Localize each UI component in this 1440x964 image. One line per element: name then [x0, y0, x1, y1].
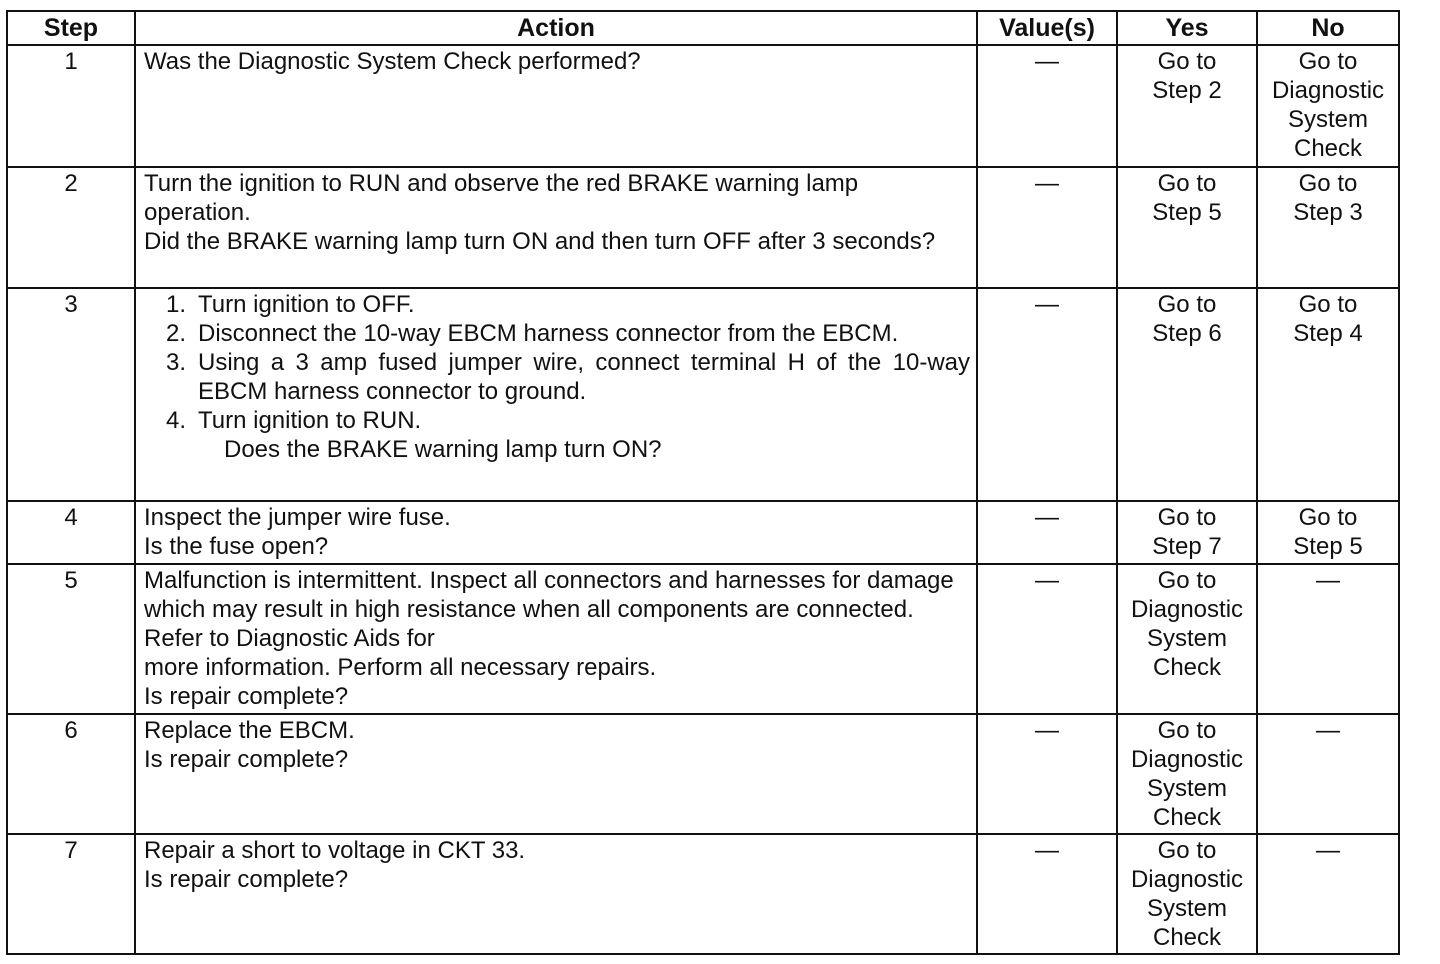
yes-cell — [1117, 288, 1257, 501]
table-row — [7, 45, 1399, 167]
value-cell: — — [977, 288, 1117, 501]
no-cell — [1257, 167, 1399, 288]
yes-text: Go to — [1157, 291, 1217, 318]
table-row — [7, 501, 1399, 564]
sub-step-text: Using a 3 amp fused jumper wire, connect terminal H of the 10-way EBCM harness connector to ground. — [198, 349, 970, 405]
yes-cell — [1117, 714, 1257, 834]
no-text: System — [1287, 106, 1368, 133]
no-text: Go to — [1298, 504, 1358, 531]
action-cell — [135, 167, 977, 288]
sub-step-number: 1. — [166, 291, 187, 318]
yes-text: Step 6 — [1152, 320, 1222, 347]
header-yes: Yes — [1117, 11, 1257, 45]
step-number: 3 — [7, 288, 135, 501]
no-cell: — — [1257, 834, 1399, 954]
header-no: No — [1257, 11, 1399, 45]
action-text: Is repair complete? — [144, 866, 349, 893]
step-number: 7 — [7, 834, 135, 954]
yes-text: Diagnostic — [1130, 746, 1244, 773]
sub-step — [166, 348, 970, 406]
value-cell: — — [977, 45, 1117, 167]
yes-cell — [1117, 834, 1257, 954]
yes-text: Diagnostic — [1130, 596, 1244, 623]
value-cell: — — [977, 714, 1117, 834]
action-text: Turn the ignition to RUN and observe the red BRAKE warning lamp operation. — [144, 170, 859, 226]
sub-step — [166, 406, 970, 435]
yes-text: Go to — [1157, 504, 1217, 531]
step-number: 2 — [7, 167, 135, 288]
action-text: more information. Perform all necessary repairs. — [144, 654, 657, 681]
no-text: Diagnostic — [1271, 77, 1385, 104]
table-row — [7, 288, 1399, 501]
yes-text: Go to — [1157, 48, 1217, 75]
sub-step-number: 2. — [166, 320, 187, 347]
no-cell — [1257, 288, 1399, 501]
action-cell — [135, 45, 977, 167]
yes-text: Step 5 — [1152, 199, 1222, 226]
diagnostic-table-sheet — [6, 10, 1398, 955]
no-text: Go to — [1298, 291, 1358, 318]
action-cell — [135, 834, 977, 954]
no-cell: — — [1257, 714, 1399, 834]
yes-text: Check — [1152, 804, 1222, 831]
action-text: Is repair complete? — [144, 683, 349, 710]
yes-cell — [1117, 167, 1257, 288]
table-row — [7, 834, 1399, 954]
yes-text: Go to — [1157, 717, 1217, 744]
step-number: 1 — [7, 45, 135, 167]
yes-text: Go to — [1157, 837, 1217, 864]
sub-step-text: Turn ignition to OFF. — [198, 291, 415, 318]
action-text: Repair a short to voltage in CKT 33. — [144, 837, 526, 864]
sub-step — [166, 319, 970, 348]
no-cell: — — [1257, 564, 1399, 714]
value-cell: — — [977, 167, 1117, 288]
no-cell — [1257, 501, 1399, 564]
yes-text: System — [1146, 775, 1227, 802]
no-text: Go to — [1298, 48, 1358, 75]
step-number: 5 — [7, 564, 135, 714]
sub-step-number: 3. — [166, 349, 187, 376]
action-cell — [135, 564, 977, 714]
header-values: Value(s) — [977, 11, 1117, 45]
yes-text: Check — [1152, 924, 1222, 951]
value-cell: — — [977, 564, 1117, 714]
no-text: Go to — [1298, 170, 1358, 197]
action-text: Replace the EBCM. — [144, 717, 355, 744]
action-question: Does the BRAKE warning lamp turn ON? — [224, 436, 662, 463]
step-number: 4 — [7, 501, 135, 564]
action-text: Is repair complete? — [144, 746, 349, 773]
yes-cell — [1117, 501, 1257, 564]
no-cell — [1257, 45, 1399, 167]
action-text: Did the BRAKE warning lamp turn ON and then turn OFF after 3 seconds? — [144, 228, 936, 255]
no-text: Check — [1293, 135, 1363, 162]
step-number: 6 — [7, 714, 135, 834]
table-row — [7, 564, 1399, 714]
action-text: Is the fuse open? — [144, 533, 329, 560]
yes-cell — [1117, 564, 1257, 714]
yes-cell — [1117, 45, 1257, 167]
header-action: Action — [135, 11, 977, 45]
value-cell: — — [977, 501, 1117, 564]
action-text: Malfunction is intermittent. Inspect all connectors and harnesses for damage which may result in high resistance when all components are connected. Refer to Diagnostic Aids for — [144, 567, 954, 652]
sub-step-number: 4. — [166, 407, 187, 434]
sub-step-list — [144, 290, 970, 435]
action-text: Inspect the jumper wire fuse. — [144, 504, 451, 531]
sub-step-text: Turn ignition to RUN. — [198, 407, 422, 434]
yes-text: Step 2 — [1152, 77, 1222, 104]
table-row — [7, 714, 1399, 834]
sub-step — [166, 290, 970, 319]
no-text: Step 3 — [1293, 199, 1363, 226]
sub-step-text: Disconnect the 10-way EBCM harness connector from the EBCM. — [198, 320, 899, 347]
action-cell — [135, 714, 977, 834]
yes-text: System — [1146, 895, 1227, 922]
action-cell — [135, 501, 977, 564]
yes-text: Diagnostic — [1130, 866, 1244, 893]
no-text: Step 5 — [1293, 533, 1363, 560]
yes-text: System — [1146, 625, 1227, 652]
yes-text: Check — [1152, 654, 1222, 681]
action-text: Was the Diagnostic System Check performed? — [144, 48, 641, 75]
value-cell: — — [977, 834, 1117, 954]
yes-text: Step 7 — [1152, 533, 1222, 560]
header-step: Step — [7, 11, 135, 45]
header-row — [7, 11, 1399, 45]
table-row — [7, 167, 1399, 288]
yes-text: Go to — [1157, 567, 1217, 594]
yes-text: Go to — [1157, 170, 1217, 197]
action-cell — [135, 288, 977, 501]
diagnostic-table — [6, 10, 1400, 955]
no-text: Step 4 — [1293, 320, 1363, 347]
